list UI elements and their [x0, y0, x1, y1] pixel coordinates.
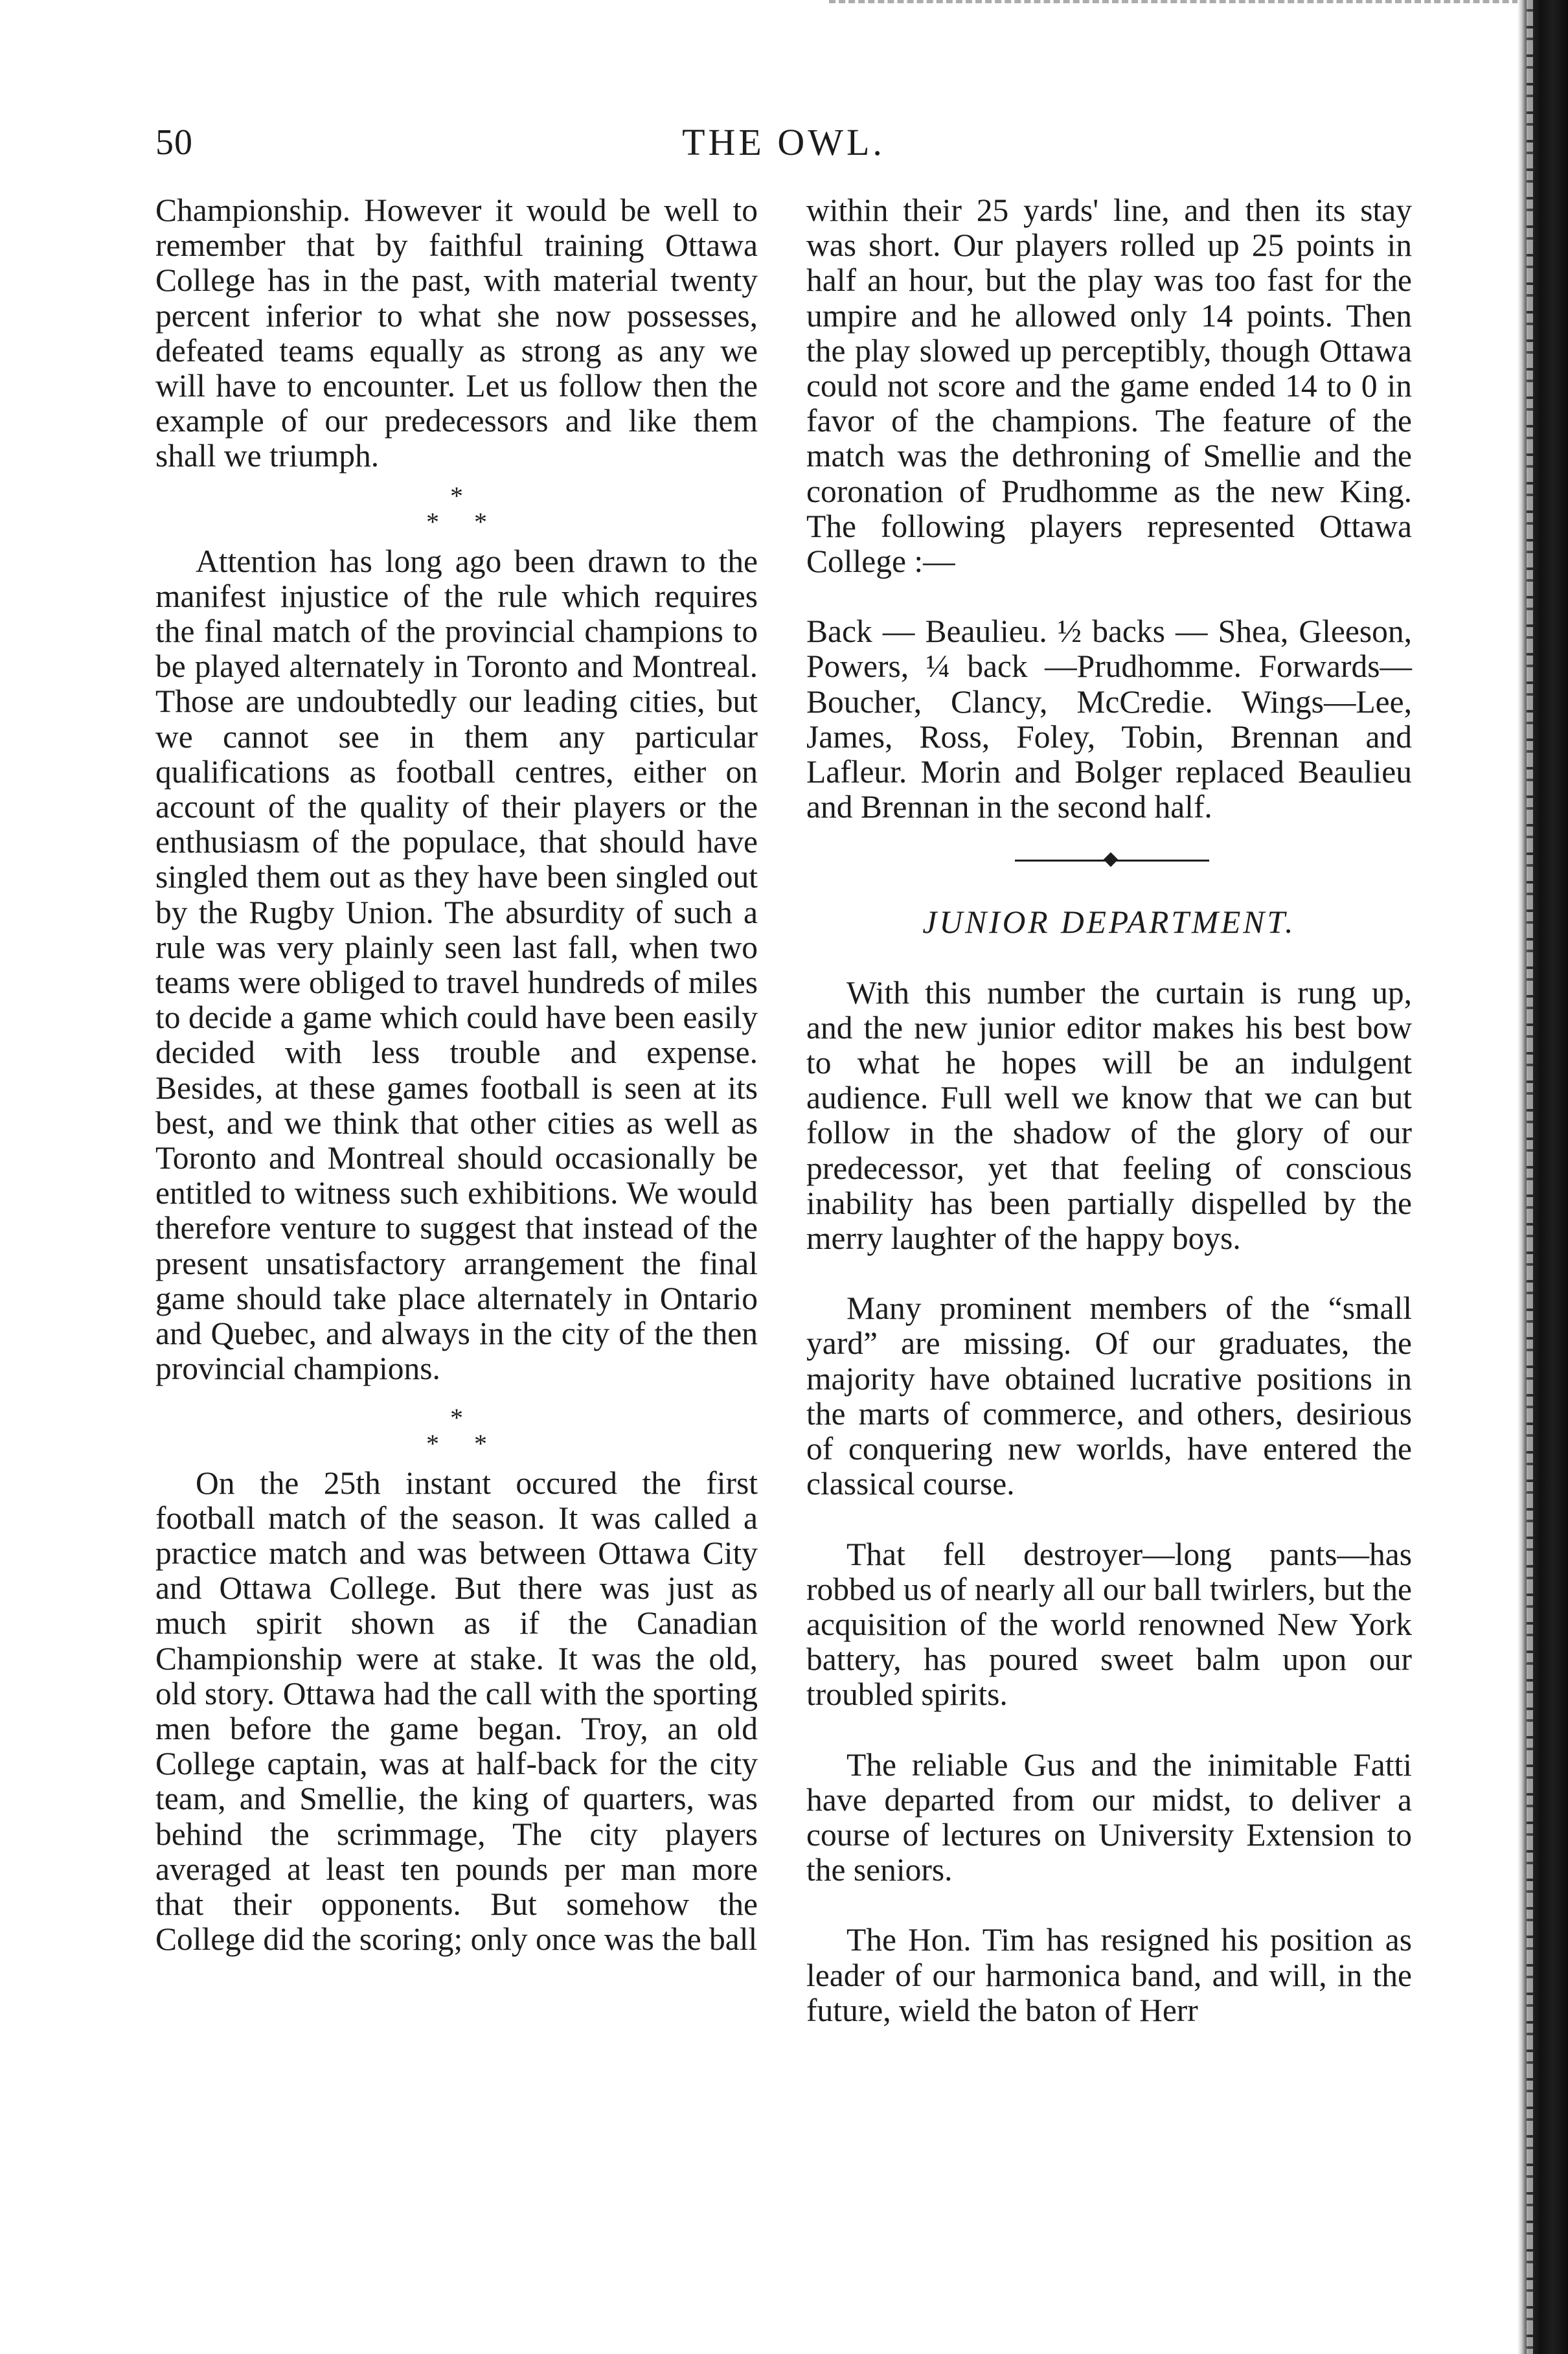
right-paragraph-6: The Hon. Tim has resigned his position as leader of our harmonica band, and will, in the future, wield the baton of Herr: [806, 1922, 1412, 2028]
paragraph-gap: [806, 579, 1412, 614]
asterism-bottom-stars: * *: [426, 507, 501, 536]
top-scan-rule: [829, 0, 1548, 3]
page-binding-edge: [1517, 0, 1568, 2354]
asterism-bottom-stars: * *: [426, 1428, 501, 1458]
section-divider: [806, 844, 1412, 879]
paragraph-gap: [806, 1256, 1412, 1291]
right-paragraph-1: within their 25 yards' line, and then its stay was short. Our players rolled up 25 points in half an hour, but the play was too fast for the umpire and he allowed only 14 points. Then the play slowed up perceptibly, though Ottawa could not score and the game ended 14 to 0 in favor of the champions. The feature of the match was the dethroning of Smellie and the coronation of Prudhomme as the new King. The following players represented Ottawa College :—: [806, 192, 1412, 580]
right-paragraph-4: That fell destroyer—long pants—has robbed us of nearly all our ball twirlers, but the acquisition of the world renowned New York battery, has poured sweet balm upon our troubled spirits.: [806, 1536, 1412, 1713]
right-paragraph-2: With this number the curtain is rung up, and the new junior editor makes his best bow to what he hopes will be an indulgent audience. Full well we know that we can but follow in the shadow of the glory of our predecessor, yet that feeling of conscious inability has been partially dispelled by the merry laughter of the happy boys.: [806, 974, 1412, 1257]
asterism-top-star: *: [450, 1402, 463, 1432]
running-title: THE OWL.: [682, 121, 885, 163]
section-heading-junior-department: JUNIOR DEPARTMENT.: [922, 904, 1296, 941]
left-column: [155, 193, 758, 1957]
team-lineup-text: Back — Beaulieu. ½ backs — Shea, Gleeson, Powers, ¼ back —Prudhomme. Forwards—Boucher, Clancy, McCredie. Wings—Lee, James, Ross, Foley, Tobin, Brennan and Lafleur. Morin and Bolger replaced Beaulieu and Brennan in the second half.: [806, 613, 1412, 825]
section-asterism: [155, 1396, 758, 1466]
divider-diamond-icon: [1104, 852, 1119, 867]
paragraph-gap: [806, 1888, 1412, 1923]
page-number: 50: [155, 122, 193, 163]
paragraph-gap: [806, 1713, 1412, 1748]
left-paragraph-1: Championship. However it would be well to remember that by faithful training Ottawa College has in the past, with material twenty percent inferior to what she now possesses, defeated teams equally as strong as any we will have to encounter. Let us follow then the example of our predecessors and like them shall we triumph.: [155, 192, 758, 474]
team-lineup: [806, 614, 1412, 825]
paragraph-gap: [806, 1502, 1412, 1537]
right-paragraph-3: Many prominent members of the “small yard” are missing. Of our graduates, the majority have obtained lucrative positions in the marts of commerce, and others, desirious of conquering new worlds, have entered the classical course.: [806, 1290, 1412, 1502]
asterism-top-star: *: [450, 481, 463, 510]
left-paragraph-2: Attention has long ago been drawn to the manifest injustice of the rule which requires the final match of the provincial champions to be played alternately in Toronto and Montreal. Those are undoubtedly our leading cities, but we cannot see in them any particular qualifications as football centres, either on account of the quality of their players or the enthusiasm of the populace, that should have singled them out as they have been singled out by the Rugby Union. The absurdity of such a rule was very plainly seen last fall, when two teams were obliged to travel hundreds of miles to decide a game which could have been easily decided with less trouble and expense. Besides, at these games football is seen at its best, and we think that other cities as well as Toronto and Montreal should occasionally be entitled to witness such exhibitions. We would therefore venture to suggest that instead of the present unsatisfactory arrangement the final game should take place alternately in Ontario and Quebec, and always in the city of the then provincial champions.: [155, 543, 758, 1387]
right-column: [806, 193, 1412, 2028]
right-paragraph-5: The reliable Gus and the inimitable Fatti have departed from our midst, to deliver a course of lectures on University Extension to the seniors.: [806, 1746, 1412, 1888]
left-paragraph-3: On the 25th instant occured the first football match of the season. It was called a practice match and was between Ottawa City and Ottawa College. But there was just as much spirit shown as if the Canadian Championship were at stake. It was the old, old story. Ottawa had the call with the sporting men before the game began. Troy, an old College captain, was at half-back for the city team, and Smellie, the king of quarters, was behind the scrimmage, The city players averaged at least ten pounds per man more that their opponents. But somehow the College did the scoring; only once was the ball: [155, 1465, 758, 1958]
section-asterism: [155, 474, 758, 544]
